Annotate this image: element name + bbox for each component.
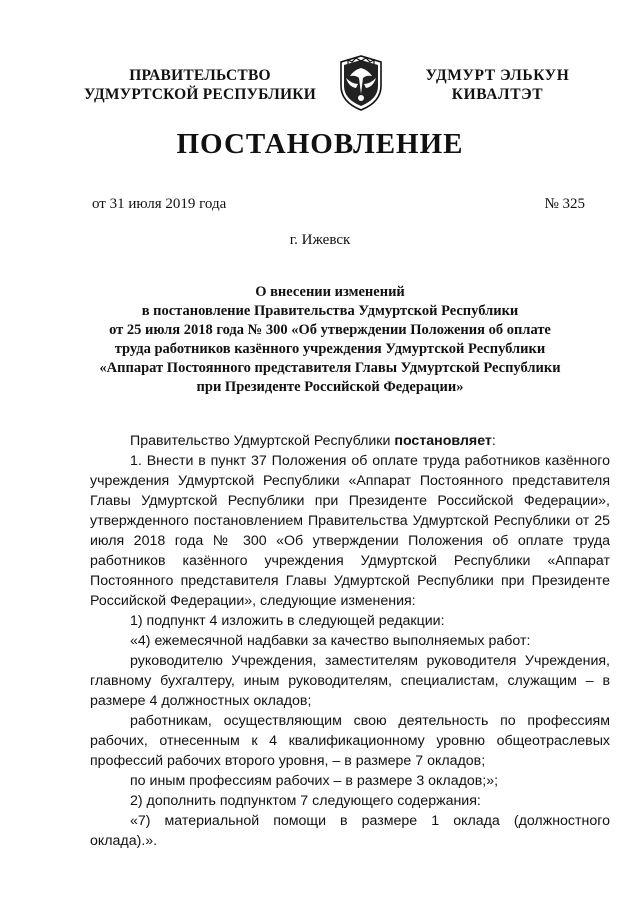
subject-line: «Аппарат Постоянного представителя Главы Удмуртской Республики: [99, 360, 561, 376]
paragraph-3: «4) ежемесячной надбавки за качество выполняемых работ:: [130, 633, 531, 649]
paragraph-2: 1) подпункт 4 изложить в следующей редакции:: [130, 613, 445, 629]
subject-line: труда работников казённого учреждения Удмуртской Республики: [114, 341, 546, 357]
issuer-line-2: УДМУРТСКОЙ РЕСПУБЛИКИ: [84, 86, 316, 103]
paragraph-8: «7) материальной помощи в размере 1 оклада (должностного оклада).».: [90, 813, 610, 849]
subject-line: в постановление Правительства Удмуртской Республики: [141, 303, 519, 319]
document-city: г. Ижевск: [289, 232, 351, 248]
paragraph-4: руководителю Учреждения, заместителям руководителя Учреждения, главному бухгалтеру, иным руководителям, специалистам, служащим – в размере 4 должностных окладов;: [90, 653, 610, 709]
intro-end: :: [491, 433, 496, 449]
issuer-name-udmurt: [410, 66, 585, 104]
document-body: [90, 431, 610, 851]
intro-text: Правительство Удмуртской Республики: [130, 433, 391, 449]
intro-paragraph: [90, 431, 610, 451]
document-date: от 31 июля 2019 года: [92, 196, 227, 212]
document-subject: [80, 283, 580, 397]
subject-line: от 25 июля 2018 года № 300 «Об утверждении Положения об оплате: [109, 322, 551, 338]
paragraph-7: 2) дополнить подпунктом 7 следующего содержания:: [130, 793, 481, 809]
document-number: № 325: [544, 196, 585, 212]
intro-verb: постановляет: [394, 433, 492, 449]
issuer-udmurt-line-1: УДМУРТ ЭЛЬКУН: [425, 67, 570, 84]
paragraph-1: 1. Внести в пункт 37 Положения об оплате труда работников казённого учреждения Удмуртской Республики «Аппарат Постоянного представителя Главы Удмуртской Республики при Президенте Российской Федерации», утвержденного постановлением Правительства Удмуртской Республики от 25 июля 2018 года № 300 «Об утверждении Положения об оплате труда работников казённого учреждения Удмуртской Республики «Аппарат Постоянного представителя Главы Удмуртской Республики при Президенте Российской Федерации», следующие изменения:: [90, 453, 610, 609]
subject-line: при Президенте Российской Федерации»: [196, 379, 464, 395]
issuer-line-1: ПРАВИТЕЛЬСТВО: [129, 67, 271, 84]
udmurt-coat-of-arms-icon: [336, 54, 386, 112]
paragraph-5: работникам, осуществляющим свою деятельность по профессиям рабочих, отнесенным к 4 квалификационному уровню общеотраслевых профессий рабочих второго уровня, – в размере 7 окладов;: [90, 713, 610, 769]
paragraph-6: по иным профессиям рабочих – в размере 3 окладов;»;: [130, 773, 499, 789]
issuer-udmurt-line-2: КИВАЛТЭТ: [451, 86, 544, 103]
issuer-name-russian: [60, 66, 340, 104]
subject-line: О внесении изменений: [255, 284, 405, 300]
document-title: ПОСТАНОВЛЕНИЕ: [176, 128, 464, 160]
